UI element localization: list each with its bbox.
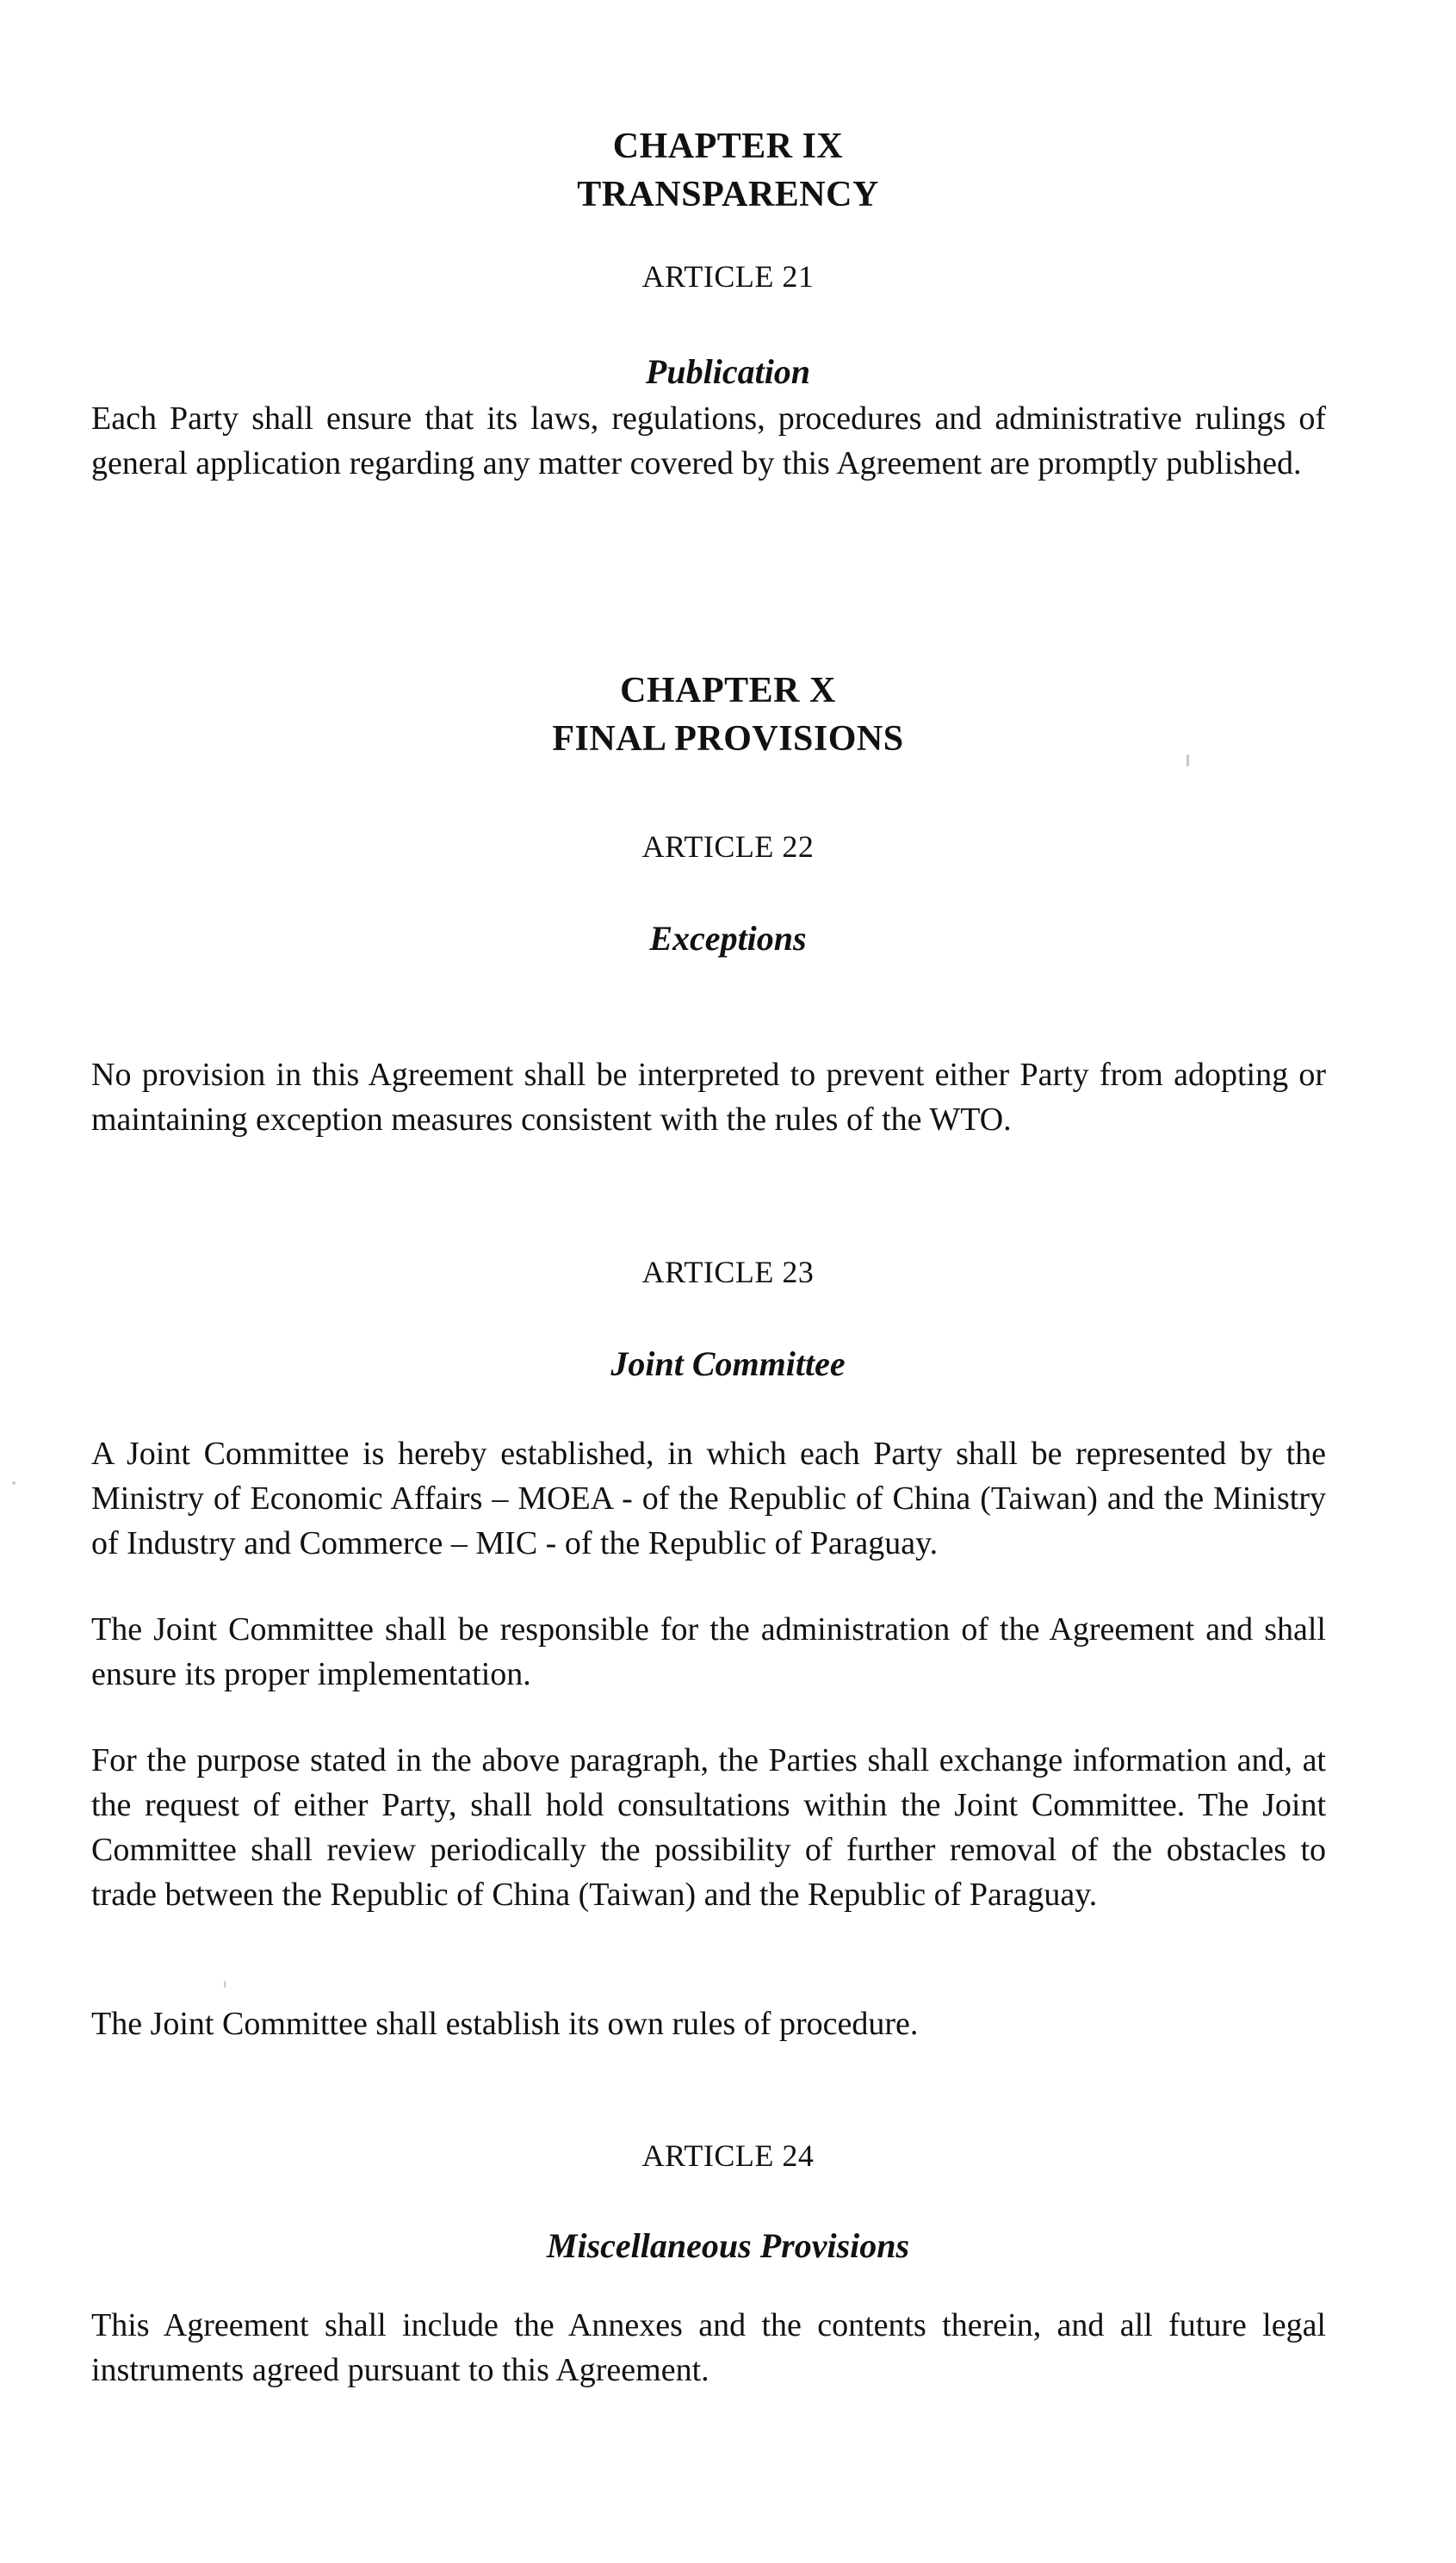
- chapter-number: CHAPTER X: [620, 671, 836, 711]
- scan-speck: [12, 1481, 15, 1485]
- article-title: Miscellaneous Provisions: [546, 2226, 910, 2265]
- article-title: Publication: [645, 352, 811, 391]
- chapter-heading: [0, 122, 1456, 219]
- scan-speck: [224, 1981, 226, 1988]
- article-number: ARTICLE 24: [641, 2138, 815, 2173]
- chapter-title: FINAL PROVISIONS: [552, 719, 904, 759]
- article-paragraph: For the purpose stated in the above paragraph, the Parties shall exchange information and, at the request of either Party, shall hold consultations within the Joint Committee. The Joint Committee shall review periodically the possibility of further removal of the obstacles to trade between the Republic of China (Taiwan) and the Republic of Paraguay.: [91, 1742, 1326, 1913]
- article-paragraph: This Agreement shall include the Annexes and the contents therein, and all future legal instruments agreed pursuant to this Agreement.: [91, 2307, 1326, 2388]
- article-paragraph: Each Party shall ensure that its laws, regulations, procedures and administrative rulings of general application regarding any matter covered by this Agreement are promptly published.: [91, 400, 1326, 481]
- chapter-heading: [0, 667, 1456, 763]
- article-paragraph: The Joint Committee shall be responsible for the administration of the Agreement and shall ensure its proper implementation.: [91, 1611, 1326, 1692]
- scan-speck: [1186, 754, 1189, 766]
- article-number: ARTICLE 21: [641, 259, 815, 294]
- article-title: Joint Committee: [610, 1344, 846, 1383]
- article-paragraph: A Joint Committee is hereby established, in which each Party shall be represented by the Ministry of Economic Affairs – MOEA - of the Republic of China (Taiwan) and the Ministry of Industry and Commerce – MIC - of the Republic of Paraguay.: [91, 1436, 1326, 1561]
- chapter-number: CHAPTER IX: [612, 127, 844, 166]
- article-number: ARTICLE 23: [641, 1255, 815, 1289]
- article-number: ARTICLE 22: [641, 829, 815, 864]
- article-paragraph: No provision in this Agreement shall be interpreted to prevent either Party from adopting or maintaining exception measures consistent with the rules of the WTO.: [91, 1057, 1326, 1138]
- article-title: Exceptions: [649, 919, 807, 958]
- article-paragraph: The Joint Committee shall establish its own rules of procedure.: [91, 2006, 919, 2042]
- chapter-title: TRANSPARENCY: [577, 175, 879, 214]
